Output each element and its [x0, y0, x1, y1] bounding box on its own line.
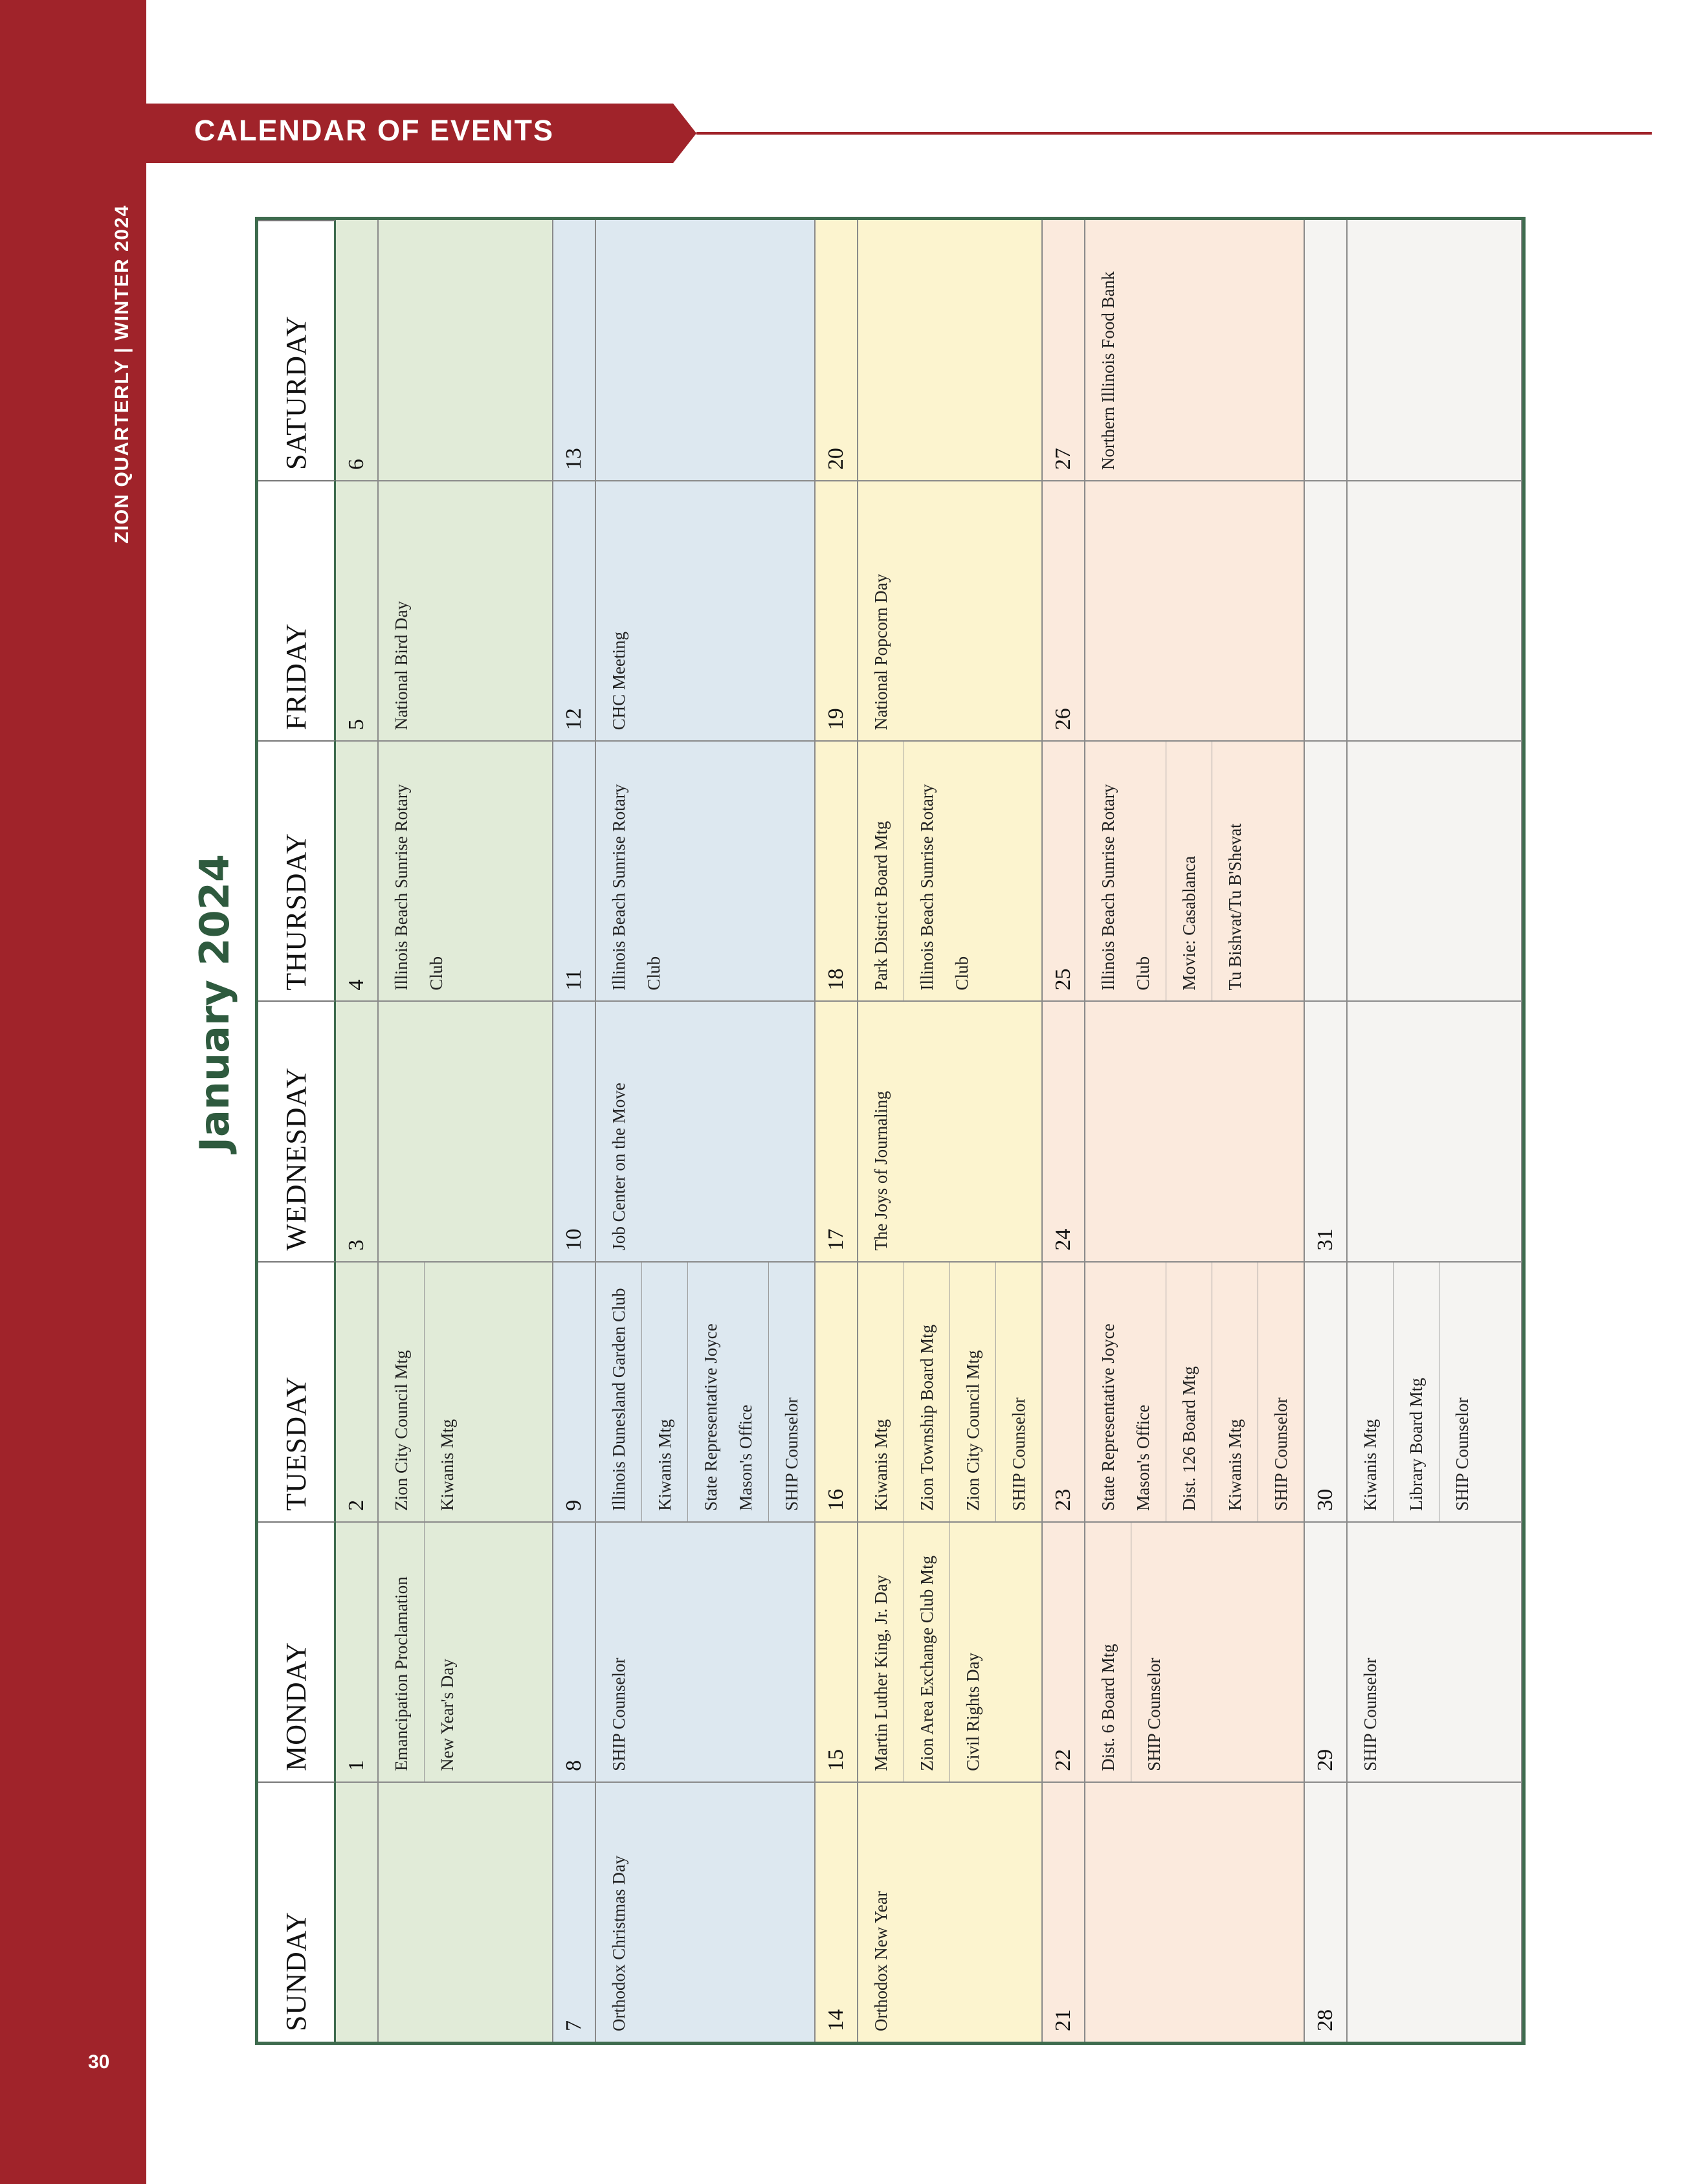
day-number: 26 [1043, 481, 1085, 740]
day-number: 16 [816, 1263, 858, 1521]
day-number [1305, 742, 1348, 1000]
section-title: CALENDAR OF EVENTS [194, 114, 555, 147]
calendar-frame [255, 217, 1526, 2045]
day-number: 30 [1305, 1263, 1348, 1521]
weekday-header-friday: FRIDAY [258, 480, 336, 740]
day-number: 17 [816, 1002, 858, 1261]
day-cell [816, 1781, 1043, 2042]
day-cell [816, 480, 1043, 740]
weekday-header-monday: MONDAY [258, 1521, 336, 1781]
day-cell [1043, 220, 1305, 480]
calendar-event: Job Center on the Move [609, 1083, 628, 1251]
calendar-event: Kiwanis Mtg [858, 1263, 904, 1521]
day-cell [553, 1261, 816, 1521]
banner-rule [696, 132, 1652, 135]
day-number: 9 [553, 1263, 596, 1521]
day-number: 18 [816, 742, 858, 1000]
calendar-event: Orthodox New Year [871, 1891, 891, 2031]
weekday-header-thursday: THURSDAY [258, 740, 336, 1000]
calendar-event: Northern Illinois Food Bank [1098, 271, 1118, 470]
calendar-event: Illinois Beach Sunrise Rotary Club [392, 784, 446, 991]
day-number: 23 [1043, 1263, 1085, 1521]
day-number: 2 [336, 1263, 379, 1521]
calendar-event: Kiwanis Mtg [1212, 1263, 1258, 1521]
calendar-event: SHIP Counselor [1271, 1397, 1291, 1511]
day-cell [336, 1781, 553, 2042]
day-cell [553, 1781, 816, 2042]
calendar-event: State Representative Joyce Mason's Office [688, 1263, 769, 1521]
day-number: 8 [553, 1523, 596, 1781]
day-cell [1305, 480, 1522, 740]
month-title: January 2024 [191, 854, 238, 1153]
day-number: 27 [1043, 220, 1085, 480]
day-cell [336, 1261, 553, 1521]
calendar-event: Tu Bishvat/Tu B'Shevat [1225, 823, 1245, 991]
calendar-grid [258, 220, 1522, 2042]
day-number: 29 [1305, 1523, 1348, 1781]
weekday-header-tuesday: TUESDAY [258, 1261, 336, 1521]
publication-title: ZION QUARTERLY | WINTER 2024 [111, 204, 133, 544]
calendar-event: The Joys of Journaling [871, 1090, 891, 1251]
day-cell [336, 1521, 553, 1781]
day-cell [553, 220, 816, 480]
calendar-event: Dist. 126 Board Mtg [1166, 1263, 1212, 1521]
calendar-event: CHC Meeting [609, 632, 628, 731]
calendar-event: Dist. 6 Board Mtg [1085, 1523, 1131, 1781]
day-cell [1043, 1261, 1305, 1521]
calendar-event: Kiwanis Mtg [1348, 1263, 1394, 1521]
day-number: 12 [553, 481, 596, 740]
day-cell [336, 740, 553, 1000]
calendar-event: Emancipation Proclamation [379, 1523, 425, 1781]
calendar-event: SHIP Counselor [1452, 1397, 1472, 1511]
day-number: 22 [1043, 1523, 1085, 1781]
day-number: 20 [816, 220, 858, 480]
calendar-event: Zion Township Board Mtg [904, 1263, 950, 1521]
calendar-event: Civil Rights Day [963, 1652, 983, 1771]
day-number: 31 [1305, 1002, 1348, 1261]
calendar-event: Park District Board Mtg [858, 742, 904, 1000]
day-number [336, 1783, 379, 2042]
calendar-event: Kiwanis Mtg [438, 1418, 457, 1511]
day-number: 7 [553, 1783, 596, 2042]
calendar-event: State Representative Joyce Mason's Office [1085, 1263, 1166, 1521]
day-cell [553, 740, 816, 1000]
day-cell [1043, 1000, 1305, 1261]
calendar-event: SHIP Counselor [609, 1657, 628, 1771]
day-cell [1305, 1261, 1522, 1521]
day-number: 10 [553, 1002, 596, 1261]
day-number: 28 [1305, 1783, 1348, 2042]
day-cell [1305, 1781, 1522, 2042]
calendar-event: SHIP Counselor [782, 1397, 801, 1511]
day-cell [1305, 1000, 1522, 1261]
weekday-header-sunday: SUNDAY [258, 1781, 336, 2042]
day-number: 5 [336, 481, 379, 740]
day-cell [336, 220, 553, 480]
calendar-event: SHIP Counselor [1360, 1657, 1380, 1771]
day-cell [1043, 740, 1305, 1000]
day-number: 6 [336, 220, 379, 480]
calendar-event: Zion City Council Mtg [950, 1263, 996, 1521]
calendar-event: National Bird Day [392, 601, 411, 731]
day-cell [816, 1261, 1043, 1521]
day-number: 25 [1043, 742, 1085, 1000]
day-number: 24 [1043, 1002, 1085, 1261]
day-number: 14 [816, 1783, 858, 2042]
day-cell [816, 1521, 1043, 1781]
calendar-event: Illinois Beach Sunrise Rotary Club [1085, 742, 1166, 1000]
day-cell [816, 1000, 1043, 1261]
calendar-event: Illinois Beach Sunrise Rotary Club [917, 784, 972, 991]
day-number [1305, 481, 1348, 740]
day-cell [1305, 740, 1522, 1000]
calendar-event: Orthodox Christmas Day [609, 1855, 628, 2031]
day-cell [816, 220, 1043, 480]
day-number: 3 [336, 1002, 379, 1261]
calendar-event: Martin Luther King, Jr. Day [858, 1523, 904, 1781]
day-cell [1043, 1781, 1305, 2042]
day-cell [336, 1000, 553, 1261]
day-cell [553, 1521, 816, 1781]
day-number: 21 [1043, 1783, 1085, 2042]
day-cell [1305, 1521, 1522, 1781]
day-cell [1305, 220, 1522, 480]
day-number: 4 [336, 742, 379, 1000]
calendar-event: Zion Area Exchange Club Mtg [904, 1523, 950, 1781]
calendar-event: SHIP Counselor [1144, 1657, 1164, 1771]
calendar-event: Library Board Mtg [1394, 1263, 1439, 1521]
day-cell [553, 1000, 816, 1261]
weekday-header-saturday: SATURDAY [258, 220, 336, 480]
calendar-event: Illinois Dunesland Garden Club [596, 1263, 642, 1521]
day-number [1305, 220, 1348, 480]
day-cell [1043, 1521, 1305, 1781]
day-cell [336, 480, 553, 740]
page-number: 30 [88, 2051, 110, 2073]
day-number: 15 [816, 1523, 858, 1781]
weekday-header-wednesday: WEDNESDAY [258, 1000, 336, 1261]
calendar-event: SHIP Counselor [1009, 1397, 1028, 1511]
day-cell [553, 480, 816, 740]
day-cell [1043, 480, 1305, 740]
day-number: 19 [816, 481, 858, 740]
calendar-event: Illinois Beach Sunrise Rotary Club [609, 784, 663, 991]
day-number: 11 [553, 742, 596, 1000]
calendar-event: New Year's Day [438, 1659, 457, 1771]
calendar-event: Kiwanis Mtg [642, 1263, 688, 1521]
calendar-event: Movie: Casablanca [1166, 742, 1212, 1000]
day-number: 13 [553, 220, 596, 480]
calendar-event: Zion City Council Mtg [379, 1263, 425, 1521]
day-cell [816, 740, 1043, 1000]
calendar-event: National Popcorn Day [871, 573, 891, 731]
day-number: 1 [336, 1523, 379, 1781]
